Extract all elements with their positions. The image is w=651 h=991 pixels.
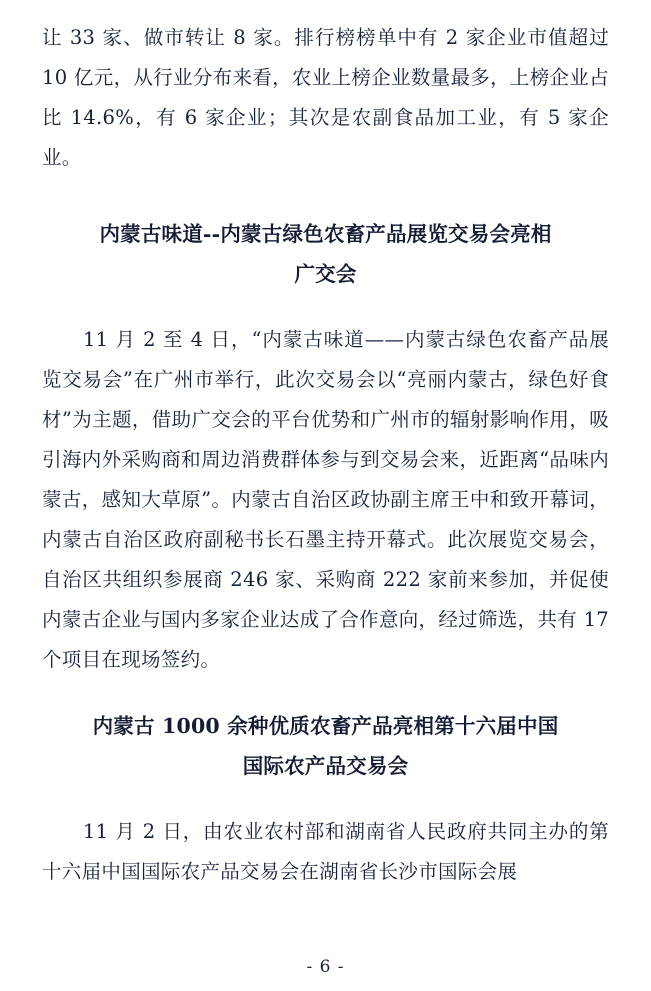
vertical-spacer <box>42 178 609 214</box>
section-heading-2-line-2: 国际农产品交易会 <box>242 754 409 778</box>
vertical-spacer <box>42 294 609 320</box>
vertical-spacer <box>42 786 609 812</box>
page-number: - 6 - <box>306 957 345 977</box>
section-heading-2-line-1: 内蒙古 1000 余种优质农畜产品亮相第十六届中国 <box>92 714 559 738</box>
vertical-spacer <box>42 680 609 706</box>
paragraph-continuation: 让 33 家、做市转让 8 家。排行榜榜单中有 2 家企业市值超过 10 亿元，从行业分布来看，农业上榜企业数量最多，上榜企业占比 14.6%，有 6 家企业；其次是农副食品加工业，有 5 家企业。 <box>42 26 609 169</box>
section-heading-2 <box>42 706 609 786</box>
section-heading-1-line-1: 内蒙古味道--内蒙古绿色农畜产品展览交易会亮相 <box>99 222 552 246</box>
section-heading-1 <box>42 214 609 294</box>
paragraph-section-1-body: 11 月 2 至 4 日，“内蒙古味道——内蒙古绿色农畜产品展览交易会”在广州市举行，此次交易会以“亮丽内蒙古，绿色好食材”为主题，借助广交会的平台优势和广州市的辐射影响作用，吸引海内外采购商和周边消费群体参与到交易会来，近距离“品味内蒙古，感知大草原”。内蒙古自治区政协副主席王中和致开幕词，内蒙古自治区政府副秘书长石墨主持开幕式。此次展览交易会，自治区共组织参展商 246 家、采购商 222 家前来参加，并促使内蒙古企业与国内多家企业达成了合作意向，经过筛选，共有 17 个项目在现场签约。 <box>42 328 609 671</box>
paragraph-section-2-body: 11 月 2 日，由农业农村部和湖南省人民政府共同主办的第十六届中国国际农产品交易会在湖南省长沙市国际会展 <box>42 820 609 883</box>
section-heading-1-line-2: 广交会 <box>294 262 357 286</box>
